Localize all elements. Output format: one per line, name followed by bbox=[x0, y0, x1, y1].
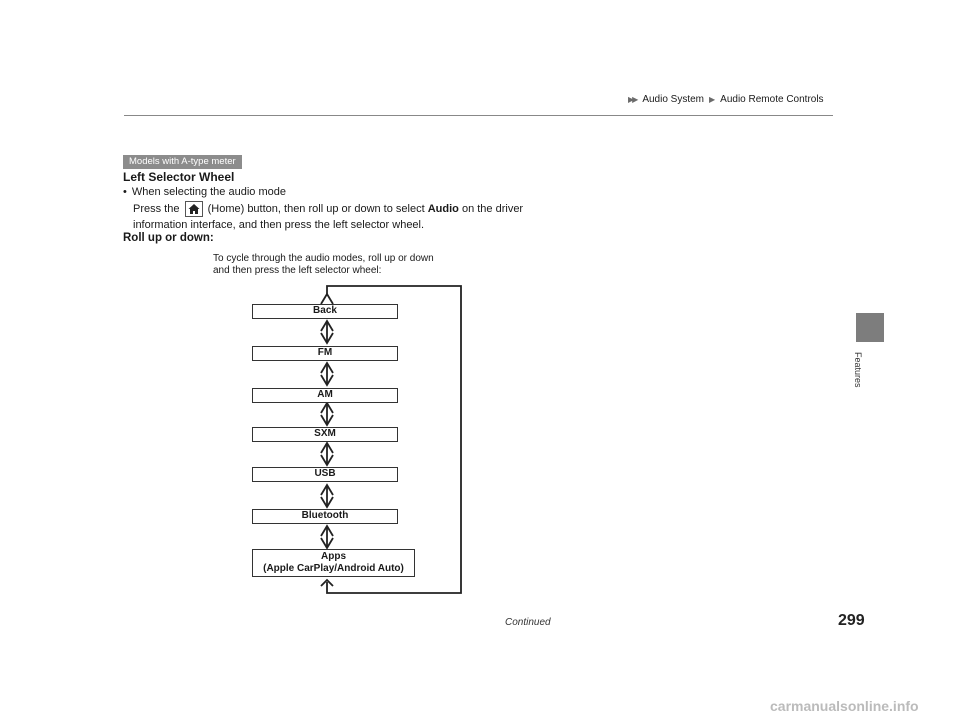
double-arrow-icon bbox=[321, 321, 333, 343]
mode-box-back: Back bbox=[252, 304, 398, 319]
instruction-part2: (Home) button, then roll up or down to select bbox=[207, 203, 425, 215]
apps-label: Apps bbox=[321, 551, 346, 562]
mode-box-apps bbox=[252, 549, 415, 577]
side-tab-label: Features bbox=[853, 352, 863, 388]
roll-title: Roll up or down: bbox=[123, 232, 214, 244]
double-arrow-icon bbox=[321, 403, 333, 425]
instruction-line2: information interface, and then press the left selector wheel. bbox=[133, 219, 425, 232]
mode-box-sxm: SXM bbox=[252, 427, 398, 442]
arrow-icon: ▶ bbox=[709, 95, 716, 104]
double-arrow-icon bbox=[321, 526, 333, 548]
bullet-text: When selecting the audio mode bbox=[131, 186, 286, 198]
section-title: Left Selector Wheel bbox=[123, 170, 235, 184]
instruction-part3: on the driver bbox=[461, 203, 524, 215]
caption-line1: To cycle through the audio modes, roll up or down bbox=[213, 253, 434, 264]
mode-box-fm: FM bbox=[252, 346, 398, 361]
watermark: carmanualsonline.info bbox=[770, 698, 919, 714]
loop-arrow-top bbox=[321, 294, 333, 304]
mode-box-usb: USB bbox=[252, 467, 398, 482]
double-arrow-icon bbox=[321, 443, 333, 465]
model-badge: Models with A-type meter bbox=[123, 155, 242, 169]
breadcrumb-item-audio-remote-controls[interactable]: Audio Remote Controls bbox=[720, 94, 824, 105]
page-number: 299 bbox=[838, 612, 865, 629]
instruction-audio: Audio bbox=[427, 203, 459, 215]
breadcrumb-item-audio-system[interactable]: Audio System bbox=[642, 94, 705, 105]
double-arrow-icon bbox=[321, 363, 333, 385]
instruction-part1: Press the bbox=[133, 203, 180, 215]
mode-box-am: AM bbox=[252, 388, 398, 403]
caption-line2: and then press the left selector wheel: bbox=[213, 265, 382, 276]
continued-label: Continued bbox=[505, 617, 551, 628]
double-arrow-icon bbox=[321, 485, 333, 507]
apps-sublabel: (Apple CarPlay/Android Auto) bbox=[263, 563, 404, 574]
mode-box-bluetooth: Bluetooth bbox=[252, 509, 398, 524]
bullet-icon: • bbox=[123, 186, 127, 198]
double-arrow-icon: ▶▶ bbox=[628, 95, 637, 104]
